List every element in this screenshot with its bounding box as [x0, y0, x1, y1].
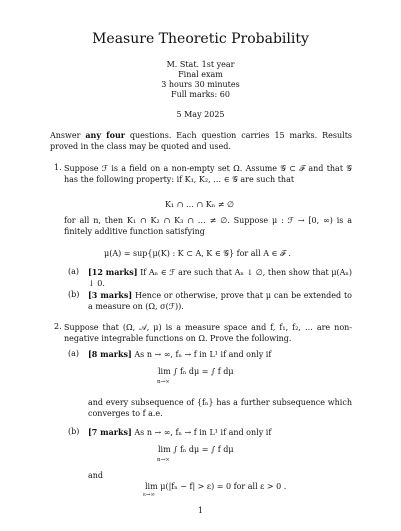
- question-1a-text: [12 marks] If Aₙ ∈ ℱ are such that Aₙ ↓ ∅, then show that μ(Aₙ) ↓ 0.: [88, 267, 352, 289]
- duration-line: 3 hours 30 minutes: [161, 80, 240, 89]
- marks-line: Full marks: 60: [171, 90, 230, 99]
- question-1-condition: K₁ ∩ … ∩ Kₙ ≠ ∅: [165, 200, 234, 209]
- question-2-text: Suppose that (Ω, 𝒜, μ) is a measure space and f, f₁, f₂, … are non-negative integrable functions on Ω. Prove the following.: [64, 323, 352, 344]
- question-1-number: 1.: [54, 163, 62, 172]
- question-1a-label: (a): [68, 267, 80, 276]
- question-2b-limit-subscript: n→∞: [157, 457, 170, 463]
- question-2b-text: [7 marks] As n → ∞, fₙ → f in L¹ if and only if: [88, 427, 272, 437]
- question-2-number: 2.: [54, 322, 62, 331]
- course-line: M. Stat. 1st year: [166, 60, 235, 69]
- instructions: Answer any four questions. Each question carries 15 marks. Results proved in the class may be quoted and used.: [50, 130, 353, 152]
- question-2b-label: (b): [68, 427, 80, 436]
- exam-line: Final exam: [178, 70, 223, 79]
- document-title: Measure Theoretic Probability: [92, 31, 309, 47]
- and-word: and: [88, 471, 104, 480]
- question-2a-text: [8 marks] As n → ∞, fₙ → f in L¹ if and only if: [88, 349, 272, 359]
- question-2b-equation: lim ∫ fₙ dμ = ∫ f dμ: [158, 445, 234, 454]
- question-2b-limit-subscript-2: ε→∞: [143, 492, 156, 498]
- page-number: 1: [197, 506, 204, 515]
- question-1-text-2: for all n, then K₁ ∩ K₂ ∩ K₃ ∩ … ≠ ∅. Suppose μ : ℱ → [0, ∞) is a finitely additive function satisfying: [64, 216, 352, 237]
- question-2a-equation: lim ∫ fₙ dμ = ∫ f dμ: [158, 367, 234, 376]
- question-1b-label: (b): [68, 290, 80, 299]
- date-line: 5 May 2025: [176, 110, 225, 119]
- question-1-inner-regularity: μ(A) = sup{μ(K) : K ⊂ A, K ∈ 𝒢} for all A ∈ ℱ .: [104, 249, 291, 258]
- question-2a-label: (a): [68, 349, 80, 358]
- question-1-text: Suppose ℱ is a field on a non-empty set Ω. Assume 𝒢 ⊂ ℱ and that 𝒢 has the following property: if K₁, K₂, … ∈ 𝒢 are such that: [64, 164, 352, 185]
- question-2a-limit-subscript: n→∞: [157, 379, 170, 385]
- question-2b-equation-2: lim μ(|fₙ − f| > ε) = 0 for all ε > 0 .: [145, 482, 287, 491]
- question-1b-text: [3 marks] Hence or otherwise, prove that μ can be extended to a measure on (Ω, σ(ℱ)).: [88, 290, 352, 312]
- question-2a-text-2: and every subsequence of {fₙ} has a further subsequence which converges to f a.e.: [88, 398, 352, 419]
